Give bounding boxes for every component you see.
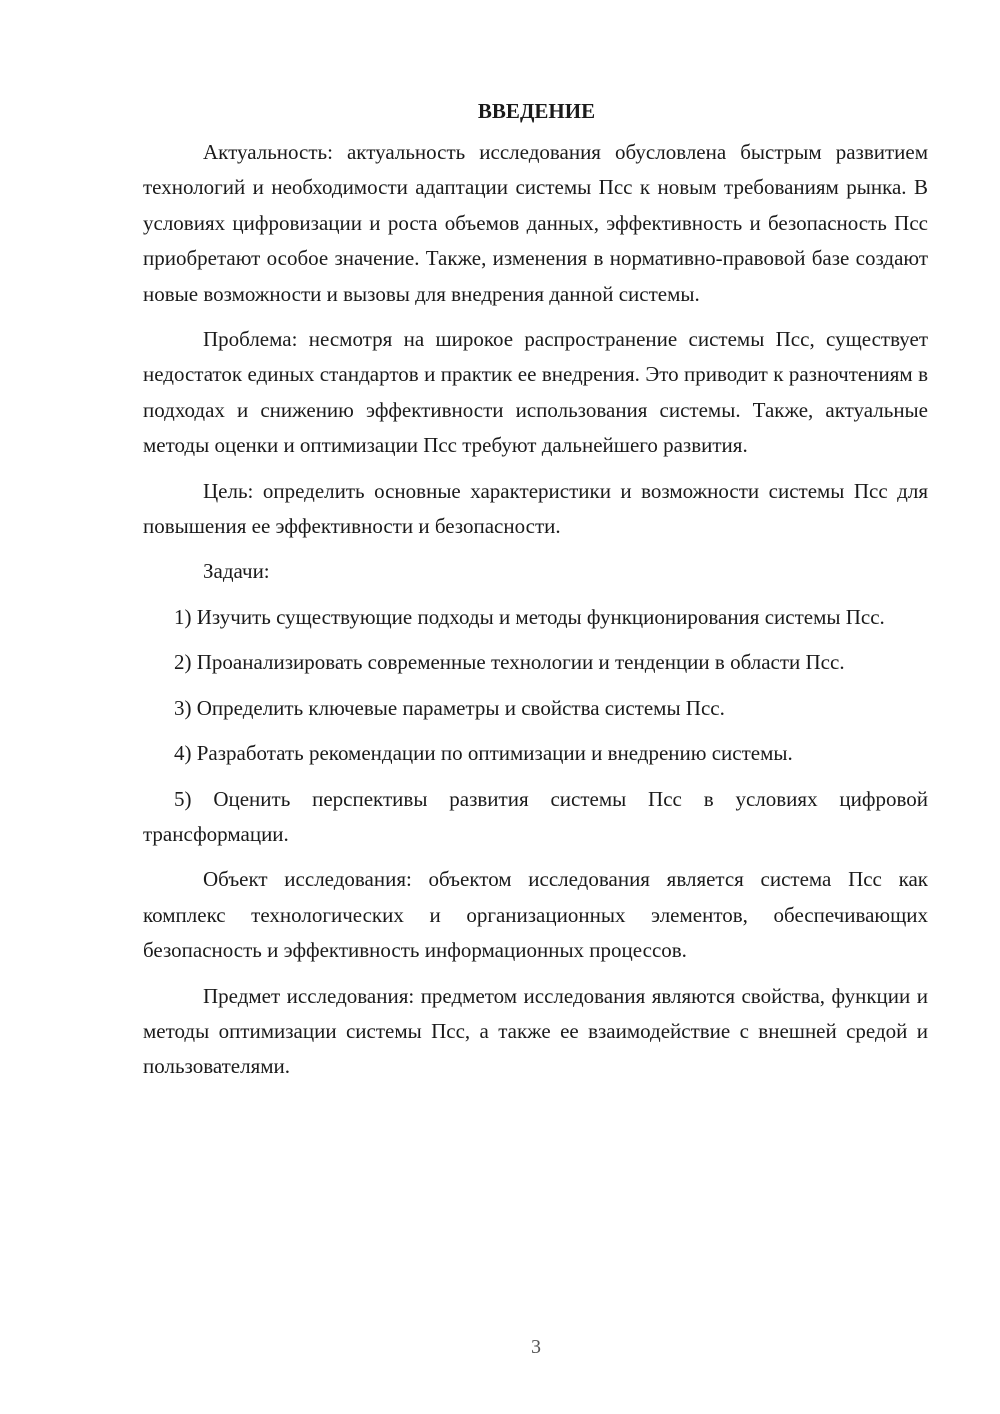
paragraph-object: Объект исследования: объектом исследования является система Псс как комплекс технологических и организационных элементов, обеспечивающих безопасность и эффективность информационных процессов. — [143, 867, 928, 963]
paragraph-tasks-label: Задачи: — [203, 559, 270, 584]
task-item-2: 2) Проанализировать современные технологии и тенденции в области Псс. — [174, 650, 845, 675]
task-item-1: 1) Изучить существующие подходы и методы функционирования системы Псс. — [174, 604, 885, 629]
paragraph-subject: Предмет исследования: предметом исследования являются свойства, функции и методы оптимизации системы Псс, а также ее взаимодействие с внешней средой и пользователями. — [143, 983, 928, 1079]
document-page — [143, 94, 928, 1095]
task-item-3: 3) Определить ключевые параметры и свойства системы Псс. — [174, 695, 725, 720]
paragraph-goal: Цель: определить основные характеристики и возможности системы Псс для повышения ее эффективности и безопасности. — [143, 478, 928, 539]
task-item-5: 5) Оценить перспективы развития системы Псс в условиях цифровой трансформации. — [143, 786, 928, 846]
page-number: 3 — [531, 1336, 541, 1358]
page-title: ВВЕДЕНИЕ — [477, 99, 596, 123]
paragraph-problem: Проблема: несмотря на широкое распространение системы Псс, существует недостаток единых стандартов и практик ее внедрения. Это приводит к разночтениям в подходах и снижению эффективности использования системы. Также, актуальные методы оценки и оптимизации Псс требуют дальнейшего развития. — [143, 327, 928, 458]
paragraph-relevance: Актуальность: актуальность исследования обусловлена быстрым развитием технологий и необходимости адаптации системы Псс к новым требованиям рынка. В условиях цифровизации и роста объемов данных, эффективность и безопасность Псс приобретают особое значение. Также, изменения в нормативно-правовой базе создают новые возможности и вызовы для внедрения данной системы. — [143, 140, 928, 306]
task-item-4: 4) Разработать рекомендации по оптимизации и внедрению системы. — [174, 741, 793, 766]
